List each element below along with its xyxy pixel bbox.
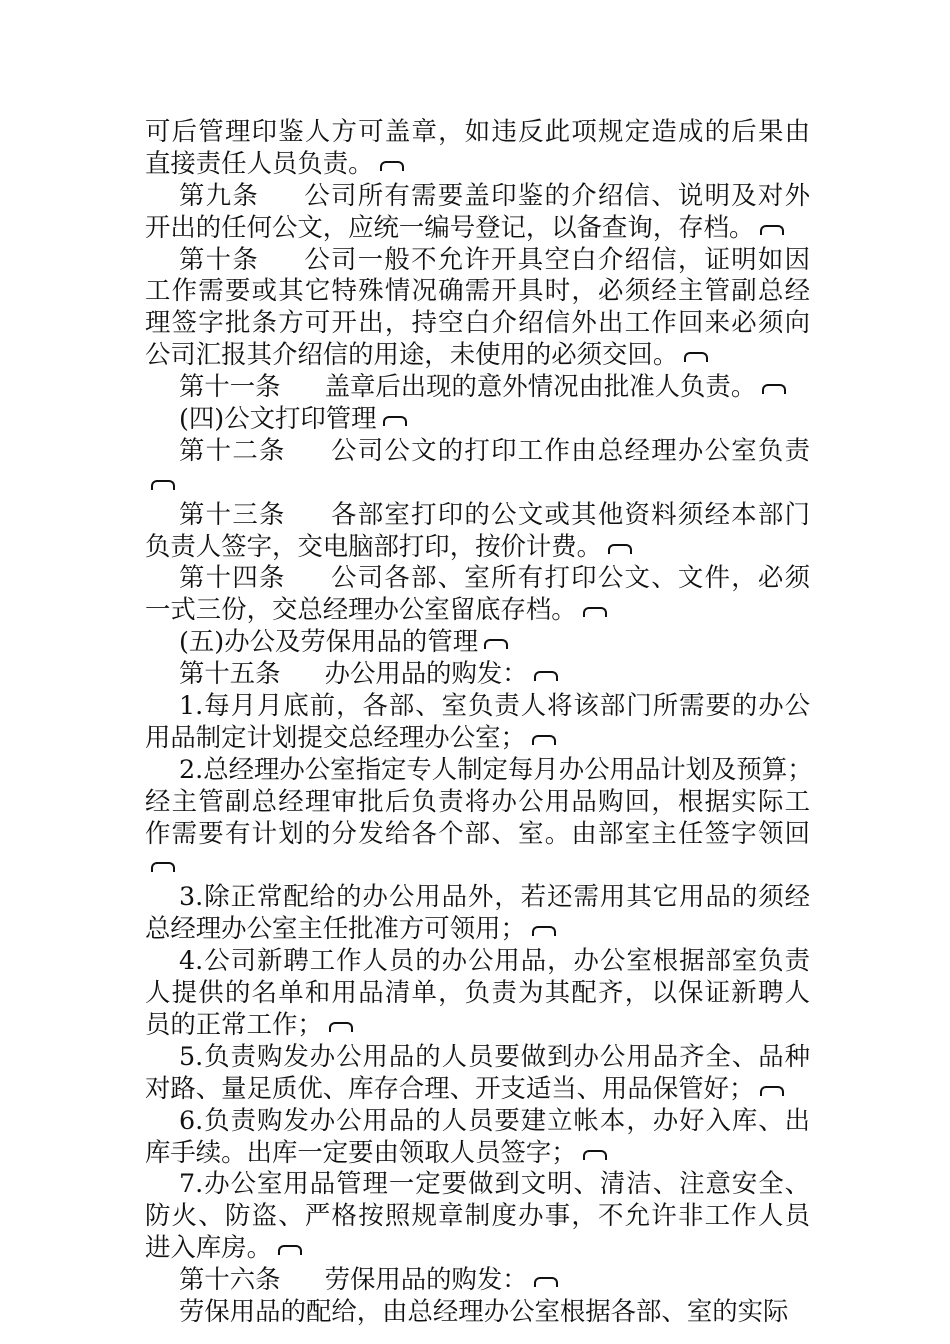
text-line (145, 881, 810, 913)
paragraph-mark-icon (760, 1086, 784, 1096)
line-text: 3.除正常配给的办公用品外，若还需用其它用品的须经 (179, 881, 810, 912)
text-line (145, 148, 810, 180)
line-text: 各部室打印的公文或其他资料须经本部门 (329, 498, 811, 529)
text-line (145, 531, 810, 563)
text-line (145, 1137, 810, 1169)
text-line (145, 116, 810, 148)
paragraph-mark-icon (278, 1245, 302, 1255)
article-number: 第九条 (179, 179, 260, 210)
line-text: 一式三份，交总经理办公室留底存档。 (145, 594, 577, 625)
paragraph-mark-icon (380, 161, 404, 171)
text-line (145, 435, 810, 467)
line-text: 公司所有需要盖印鉴的介绍信、说明及对外 (303, 179, 811, 210)
line-text: 1.每月月底前，各部、室负责人将该部门所需要的办公 (179, 690, 810, 721)
text-line (145, 1296, 810, 1328)
paragraph-mark-icon (762, 384, 786, 394)
article-number: 第十五条 (179, 658, 281, 689)
paragraph-mark-icon (760, 225, 784, 235)
line-text: 工作需要或其它特殊情况确需开具时，必须经主管副总经 (145, 275, 810, 306)
line-text: 开出的任何公文，应统一编号登记，以备查询，存档。 (145, 211, 755, 242)
paragraph-mark-icon (151, 862, 175, 872)
line-text: 经主管副总经理审批后负责将办公用品购回，根据实际工 (145, 785, 810, 816)
line-text: 公司汇报其介绍信的用途，未使用的必须交回。 (145, 339, 679, 370)
text-line (145, 786, 810, 818)
article-number: 第十条 (179, 243, 260, 274)
text-line (145, 658, 810, 690)
line-text: 盖章后出现的意外情况由批准人负责。 (324, 371, 757, 402)
line-text: 劳保用品的配给，由总经理办公室根据各部、室的实际 (179, 1295, 789, 1326)
line-text: 直接责任人员负责。 (145, 147, 374, 178)
text-line (145, 753, 813, 786)
line-text: 办公用品的购发： (324, 658, 528, 689)
text-line (145, 1264, 810, 1296)
text-line (145, 275, 810, 307)
article-number: 第十六条 (179, 1264, 281, 1295)
paragraph-mark-icon (534, 1277, 558, 1287)
line-text: 库手续。出库一定要由领取人员签字； (145, 1136, 577, 1167)
article-number: 第十四条 (179, 562, 286, 593)
paragraph-mark-icon (329, 1022, 353, 1032)
text-line (145, 1200, 810, 1232)
text-line (145, 499, 810, 531)
article-number: 第十二条 (179, 434, 286, 465)
text-line (145, 977, 810, 1009)
line-text: 总经理办公室主任批准方可领用； (145, 913, 526, 944)
text-line (145, 690, 810, 722)
line-text: 理签字批条方可开出，持空白介绍信外出工作回来必须向 (145, 307, 810, 338)
paragraph-mark-icon (383, 416, 407, 426)
document-body (145, 116, 813, 1328)
text-line (145, 1041, 810, 1073)
line-text: (五)办公及劳保用品的管理 (179, 626, 479, 657)
line-text: 6.负责购发办公用品的人员要建立帐本，办好入库、出 (179, 1104, 810, 1135)
text-line (145, 1009, 810, 1041)
line-text: 7.办公室用品管理一定要做到文明、清洁、注意安全、 (179, 1168, 810, 1199)
paragraph-mark-icon (534, 671, 558, 681)
line-text: 负责人签字，交电脑部打印，按价计费。 (145, 530, 603, 561)
text-line (145, 1232, 810, 1264)
line-text: 5.负责购发办公用品的人员要做到办公用品齐全、品种 (179, 1040, 810, 1071)
text-line (145, 849, 810, 881)
line-text: 用品制定计划提交总经理办公室； (145, 721, 526, 752)
paragraph-mark-icon (684, 352, 708, 362)
text-line (145, 913, 810, 945)
paragraph-mark-icon (583, 607, 607, 617)
text-line (145, 562, 810, 594)
text-line (145, 467, 810, 499)
line-text: 公司一般不允许开具空白介绍信，证明如因 (303, 243, 811, 274)
article-number: 第十三条 (179, 498, 286, 529)
text-line (145, 371, 810, 403)
paragraph-mark-icon (583, 1150, 607, 1160)
line-text: 防火、防盗、严格按照规章制度办事，不允许非工作人员 (145, 1200, 810, 1231)
paragraph-mark-icon (532, 926, 556, 936)
line-text: 4.公司新聘工作人员的办公用品，办公室根据部室负责 (179, 945, 810, 976)
paragraph-mark-icon (532, 735, 556, 745)
text-line (145, 180, 810, 212)
text-line (145, 818, 810, 850)
line-text: 对路、量足质优、库存合理、开支适当、用品保管好； (145, 1072, 755, 1103)
text-line (145, 945, 810, 977)
line-text: 2.总经理办公室指定专人制定每月办公用品计划及预算； (179, 753, 813, 784)
paragraph-mark-icon (151, 480, 175, 490)
text-line (145, 244, 810, 276)
line-text: 作需要有计划的分发给各个部、室。由部室主任签字领回 (145, 817, 810, 848)
text-line (145, 722, 810, 754)
text-line (145, 1073, 810, 1105)
line-text: 公司各部、室所有打印公文、文件，必须 (329, 562, 811, 593)
line-text: 公司公文的打印工作由总经理办公室负责 (329, 434, 811, 465)
line-text: 进入库房。 (145, 1232, 272, 1263)
line-text: 劳保用品的购发： (324, 1264, 528, 1295)
text-line (145, 403, 810, 435)
line-text: 员的正常工作； (145, 1008, 323, 1039)
text-line (145, 212, 810, 244)
paragraph-mark-icon (484, 639, 508, 649)
text-line (145, 339, 810, 371)
line-text: (四)公文打印管理 (179, 403, 377, 434)
text-line (145, 626, 810, 658)
article-number: 第十一条 (179, 371, 281, 402)
text-line (145, 594, 810, 626)
text-line (145, 1105, 810, 1137)
text-line (145, 1168, 810, 1200)
paragraph-mark-icon (608, 544, 632, 554)
line-text: 可后管理印鉴人方可盖章，如违反此项规定造成的后果由 (145, 116, 810, 146)
line-text: 人提供的名单和用品清单，负责为其配齐，以保证新聘人 (145, 977, 810, 1008)
text-line (145, 307, 810, 339)
